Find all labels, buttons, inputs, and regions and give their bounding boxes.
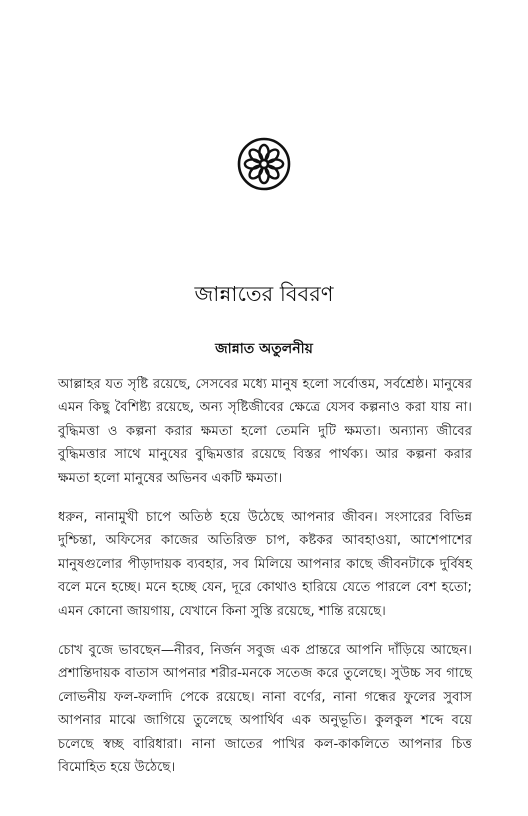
paragraph-1: আল্লাহর যত সৃষ্টি রয়েছে, সেসবের মধ্যে মানুষ হলো সর্বোত্তম, সর্বশ্রেষ্ঠ। মানুষের এমন কিছু বৈশিষ্ট্য রয়েছে, অন্য সৃষ্টিজীবের ক্ষেত্রে যেসব কল্পনাও করা যায় না। বুদ্ধিমত্তা ও কল্পনা করার ক্ষমতা হলো তেমনি দুটি ক্ষমতা। অন্যান্য জীবের বুদ্ধিমত্তার সাথে মানুষের বুদ্ধিমত্তার রয়েছে বিস্তর পার্থক্য। আর কল্পনা করার ক্ষমতা হলো মানুষের অভিনব একটি ক্ষমতা। [58, 377, 472, 486]
paragraph-2: ধরুন, নানামুখী চাপে অতিষ্ঠ হয়ে উঠেছে আপনার জীবন। সংসারের বিভিন্ন দুশ্চিন্তা, অফিসের কাজের অতিরিক্ত চাপ, কষ্টকর আবহাওয়া, আশেপাশের মানুষগুলোর পীড়াদায়ক ব্যবহার, সব মিলিয়ে আপনার কাছে জীবনটাকে দুর্বিষহ বলে মনে হচ্ছে। মনে হচ্ছে যেন, দূরে কোথাও হারিয়ে যেতে পারলে বেশ হতো; এমন কোনো জায়গায়, যেখানে কিনা সুস্তি রয়েছে, শান্তি রয়েছে। [58, 510, 472, 619]
section-title: জান্নাত অতুলনীয় [215, 341, 313, 357]
chapter-title: জান্নাতের বিবরণ [194, 282, 334, 306]
eight-petal-flower-icon [237, 137, 291, 191]
paragraph-3: চোখ বুজে ভাবছেন—নীরব, নির্জন সবুজ এক প্রান্তরে আপনি দাঁড়িয়ে আছেন। প্রশান্তিদায়ক বাতাস আপনার শরীর-মনকে সতেজ করে তুলেছে। সুউচ্চ সব গাছে লোভনীয় ফল-ফলাদি পেকে রয়েছে। নানা বর্ণের, নানা গন্ধের ফুলের সুবাস আপনার মাঝে জাগিয়ে তুলেছে অপার্থিব এক অনুভূতি। কুলকুল শব্দে বয়ে চলেছে স্বচ্ছ বারিধারা। নানা জাতের পাখির কল-কাকলিতে আপনার চিত্ত বিমোহিত হয়ে উঠেছে। [58, 643, 472, 776]
body-text [58, 373, 472, 796]
